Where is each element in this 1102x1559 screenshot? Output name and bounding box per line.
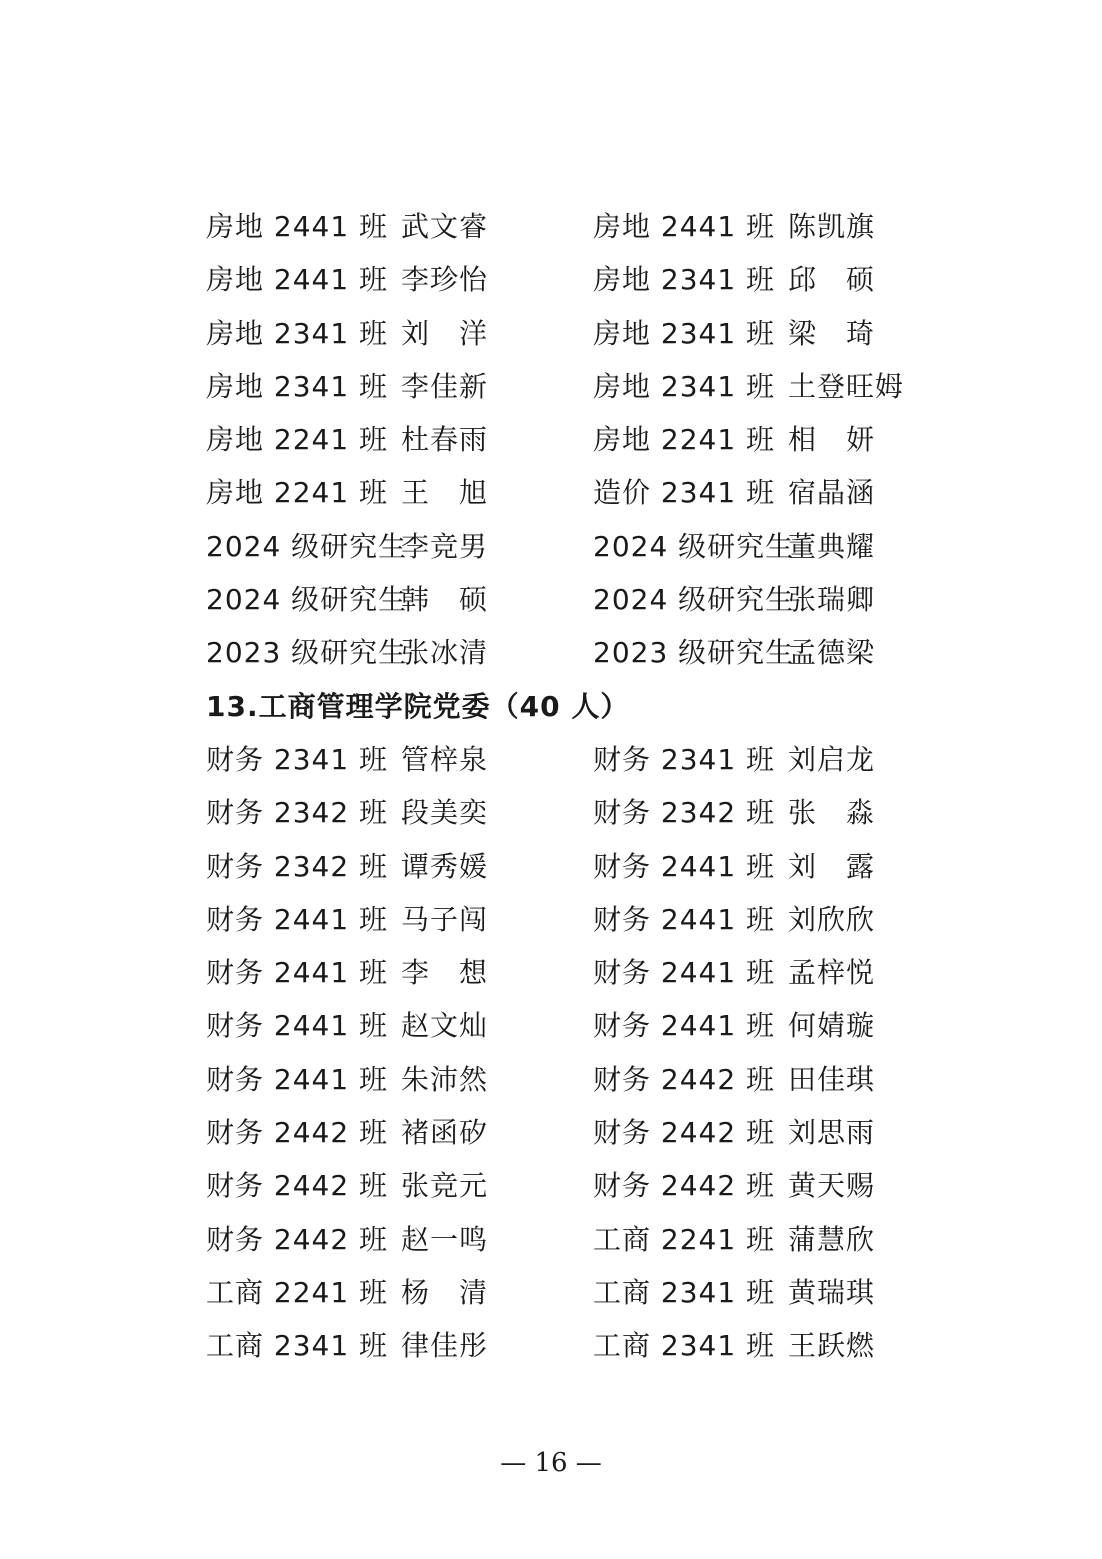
class-label: 财务 2441 班 bbox=[206, 902, 389, 936]
section-business-school-list bbox=[206, 733, 966, 1373]
student-name: 刘启龙 bbox=[788, 742, 876, 776]
class-label: 工商 2341 班 bbox=[593, 1329, 776, 1363]
class-label: 工商 2241 班 bbox=[206, 1275, 389, 1309]
class-label: 财务 2441 班 bbox=[593, 956, 776, 990]
class-label: 财务 2442 班 bbox=[206, 1169, 389, 1203]
student-name: 武文睿 bbox=[401, 210, 489, 243]
class-label: 房地 2441 班 bbox=[206, 263, 389, 297]
student-name: 李珍怡 bbox=[401, 263, 489, 297]
list-entry-right bbox=[593, 1266, 875, 1319]
list-row bbox=[206, 573, 966, 626]
list-entry-left bbox=[206, 307, 488, 360]
student-name: 朱沛然 bbox=[401, 1062, 489, 1096]
list-entry-right bbox=[593, 1213, 875, 1266]
class-label: 财务 2342 班 bbox=[206, 796, 389, 830]
list-row bbox=[206, 1266, 966, 1319]
list-entry-right bbox=[593, 786, 875, 839]
class-label: 房地 2441 班 bbox=[593, 210, 776, 243]
list-entry-left bbox=[206, 626, 488, 679]
list-entry-left bbox=[206, 946, 488, 999]
class-label: 房地 2341 班 bbox=[206, 316, 389, 350]
student-name: 刘思雨 bbox=[788, 1116, 876, 1150]
list-row bbox=[206, 999, 966, 1052]
class-label: 财务 2342 班 bbox=[206, 849, 389, 883]
class-label: 2024 级研究生 bbox=[593, 529, 795, 563]
student-name: 何婧璇 bbox=[788, 1009, 876, 1043]
student-name: 陈凯旗 bbox=[788, 210, 876, 243]
list-entry-right bbox=[593, 1159, 875, 1212]
list-entry-left bbox=[206, 466, 488, 519]
list-entry-left bbox=[206, 733, 488, 786]
list-row bbox=[206, 1319, 966, 1372]
list-entry-right bbox=[593, 1106, 875, 1159]
student-name: 黄瑞琪 bbox=[788, 1275, 876, 1309]
list-entry-right bbox=[593, 573, 875, 626]
list-entry-left bbox=[206, 573, 488, 626]
list-row bbox=[206, 1053, 966, 1106]
student-name: 马子闯 bbox=[401, 902, 489, 936]
list-entry-right bbox=[593, 360, 904, 413]
student-name: 李佳新 bbox=[401, 369, 489, 403]
class-label: 财务 2342 班 bbox=[593, 796, 776, 830]
list-row bbox=[206, 626, 966, 679]
class-label: 房地 2341 班 bbox=[593, 316, 776, 350]
class-label: 财务 2341 班 bbox=[593, 742, 776, 776]
list-entry-left bbox=[206, 840, 488, 893]
list-entry-left bbox=[206, 1319, 488, 1372]
class-label: 财务 2441 班 bbox=[593, 1009, 776, 1043]
class-label: 2024 级研究生 bbox=[593, 583, 795, 617]
class-label: 2023 级研究生 bbox=[206, 636, 408, 670]
class-label: 财务 2441 班 bbox=[593, 902, 776, 936]
class-label: 财务 2442 班 bbox=[206, 1222, 389, 1256]
student-name: 张竞元 bbox=[401, 1169, 489, 1203]
section-heading: 13.工商管理学院党委（40 人） bbox=[206, 689, 630, 723]
student-name: 刘 露 bbox=[788, 849, 876, 883]
student-name: 邱 硕 bbox=[788, 263, 876, 297]
student-name: 孟德梁 bbox=[788, 636, 876, 670]
list-entry-left bbox=[206, 999, 488, 1052]
list-entry-right bbox=[593, 520, 875, 573]
class-label: 财务 2441 班 bbox=[206, 1062, 389, 1096]
class-label: 房地 2241 班 bbox=[206, 423, 389, 457]
student-name: 土登旺姆 bbox=[788, 369, 905, 403]
list-row bbox=[206, 413, 966, 466]
class-label: 财务 2341 班 bbox=[206, 742, 389, 776]
class-label: 财务 2442 班 bbox=[593, 1116, 776, 1150]
student-name: 杨 清 bbox=[401, 1275, 489, 1309]
class-label: 财务 2442 班 bbox=[593, 1062, 776, 1096]
list-entry-right bbox=[593, 999, 875, 1052]
list-row bbox=[206, 733, 966, 786]
class-label: 造价 2341 班 bbox=[593, 476, 776, 510]
class-label: 房地 2341 班 bbox=[593, 263, 776, 297]
list-entry-right bbox=[593, 946, 875, 999]
class-label: 2024 级研究生 bbox=[206, 529, 408, 563]
list-entry-right bbox=[593, 733, 875, 786]
list-entry-left bbox=[206, 1106, 488, 1159]
list-entry-left bbox=[206, 200, 488, 253]
list-row bbox=[206, 200, 966, 253]
list-entry-left bbox=[206, 413, 488, 466]
student-name: 段美奕 bbox=[401, 796, 489, 830]
list-row bbox=[206, 1106, 966, 1159]
class-label: 房地 2341 班 bbox=[206, 369, 389, 403]
list-row bbox=[206, 466, 966, 519]
student-name: 谭秀媛 bbox=[401, 849, 489, 883]
student-name: 相 妍 bbox=[788, 423, 876, 457]
student-name: 梁 琦 bbox=[788, 316, 876, 350]
class-label: 2024 级研究生 bbox=[206, 583, 408, 617]
list-entry-right bbox=[593, 200, 875, 253]
list-row bbox=[206, 786, 966, 839]
list-entry-left bbox=[206, 520, 488, 573]
list-entry-right bbox=[593, 893, 875, 946]
student-name: 孟梓悦 bbox=[788, 956, 876, 990]
class-label: 房地 2441 班 bbox=[206, 210, 389, 243]
list-entry-left bbox=[206, 1266, 488, 1319]
list-row bbox=[206, 893, 966, 946]
student-name: 张冰清 bbox=[401, 636, 489, 670]
class-label: 房地 2241 班 bbox=[593, 423, 776, 457]
student-name: 蒲慧欣 bbox=[788, 1222, 876, 1256]
class-label: 财务 2442 班 bbox=[206, 1116, 389, 1150]
student-name: 王跃燃 bbox=[788, 1329, 876, 1363]
list-entry-right bbox=[593, 1319, 875, 1372]
section-continued-list bbox=[206, 200, 966, 680]
class-label: 工商 2241 班 bbox=[593, 1222, 776, 1256]
list-entry-right bbox=[593, 307, 875, 360]
list-entry-left bbox=[206, 1213, 488, 1266]
student-name: 杜春雨 bbox=[401, 423, 489, 457]
class-label: 财务 2442 班 bbox=[593, 1169, 776, 1203]
class-label: 房地 2341 班 bbox=[593, 369, 776, 403]
student-name: 田佳琪 bbox=[788, 1062, 876, 1096]
list-entry-right bbox=[593, 253, 875, 306]
list-entry-left bbox=[206, 893, 488, 946]
list-entry-right bbox=[593, 840, 875, 893]
list-entry-left bbox=[206, 1053, 488, 1106]
student-name: 宿晶涵 bbox=[788, 476, 876, 510]
student-name: 管梓泉 bbox=[401, 742, 489, 776]
list-entry-left bbox=[206, 1159, 488, 1212]
list-entry-left bbox=[206, 786, 488, 839]
list-entry-right bbox=[593, 466, 875, 519]
list-entry-right bbox=[593, 626, 875, 679]
student-name: 赵文灿 bbox=[401, 1009, 489, 1043]
student-name: 张瑞卿 bbox=[788, 583, 876, 617]
list-row bbox=[206, 520, 966, 573]
student-name: 刘欣欣 bbox=[788, 902, 876, 936]
list-row bbox=[206, 253, 966, 306]
student-name: 律佳彤 bbox=[401, 1329, 489, 1363]
list-entry-right bbox=[593, 413, 875, 466]
list-row bbox=[206, 307, 966, 360]
name-list bbox=[206, 200, 966, 1373]
student-name: 褚函矽 bbox=[401, 1116, 489, 1150]
list-entry-right bbox=[593, 1053, 875, 1106]
class-label: 财务 2441 班 bbox=[206, 956, 389, 990]
student-name: 张 淼 bbox=[788, 796, 876, 830]
list-row bbox=[206, 840, 966, 893]
student-name: 王 旭 bbox=[401, 476, 489, 510]
list-row bbox=[206, 360, 966, 413]
student-name: 刘 洋 bbox=[401, 316, 489, 350]
list-row bbox=[206, 1159, 966, 1212]
list-entry-left bbox=[206, 253, 488, 306]
page-number: — 16 — bbox=[500, 1448, 602, 1478]
student-name: 赵一鸣 bbox=[401, 1222, 489, 1256]
class-label: 财务 2441 班 bbox=[206, 1009, 389, 1043]
class-label: 工商 2341 班 bbox=[206, 1329, 389, 1363]
student-name: 黄天赐 bbox=[788, 1169, 876, 1203]
class-label: 房地 2241 班 bbox=[206, 476, 389, 510]
class-label: 财务 2441 班 bbox=[593, 849, 776, 883]
student-name: 董典耀 bbox=[788, 529, 876, 563]
class-label: 2023 级研究生 bbox=[593, 636, 795, 670]
class-label: 工商 2341 班 bbox=[593, 1275, 776, 1309]
student-name: 李 想 bbox=[401, 956, 489, 990]
list-row bbox=[206, 946, 966, 999]
list-row bbox=[206, 1213, 966, 1266]
list-entry-left bbox=[206, 360, 488, 413]
student-name: 李竞男 bbox=[401, 529, 489, 563]
student-name: 韩 硕 bbox=[401, 583, 489, 617]
